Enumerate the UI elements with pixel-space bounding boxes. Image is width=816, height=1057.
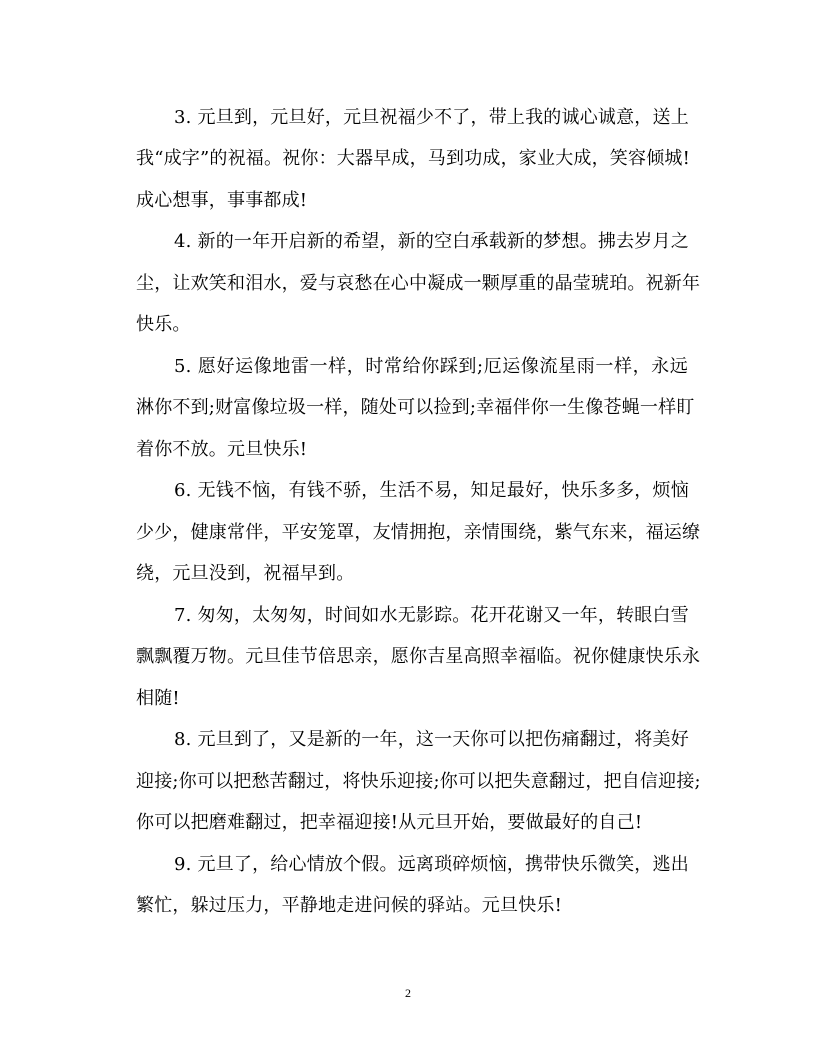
paragraph-5-line-3: 着你不放。元旦快乐!: [136, 439, 308, 460]
paragraph-7-line-2: 飘飘覆万物。元旦佳节倍思亲，愿你吉星高照幸福临。祝你健康快乐永: [136, 646, 701, 667]
paragraph-8-line-3: 你可以把磨难翻过，把幸福迎接!从元旦开始，要做最好的自己!: [136, 812, 643, 833]
paragraph-5-line-2: 淋你不到;财富像垃圾一样，随处可以捡到;幸福伴你一生像苍蝇一样盯: [136, 397, 695, 418]
paragraph-3-line-2: 我“成字”的祝福。祝你：大器早成，马到功成，家业大成，笑容倾城!: [136, 148, 691, 169]
paragraph-4-line-2: 尘，让欢笑和泪水，爱与哀愁在心中凝成一颗厚重的晶莹琥珀。祝新年: [136, 273, 701, 294]
paragraph-7-line-1: 7. 匆匆，太匆匆，时间如水无影踪。花开花谢又一年，转眼白雪: [174, 605, 689, 626]
paragraph-7-line-3: 相随!: [136, 688, 180, 709]
paragraph-6-line-1: 6. 无钱不恼，有钱不骄，生活不易，知足最好，快乐多多，烦恼: [174, 480, 689, 501]
paragraph-3-line-3: 成心想事，事事都成!: [136, 190, 308, 211]
paragraph-8-line-1: 8. 元旦到了，又是新的一年，这一天你可以把伤痛翻过，将美好: [174, 729, 689, 750]
paragraph-6-line-3: 绕，元旦没到，祝福早到。: [136, 563, 355, 584]
paragraph-9-line-1: 9. 元旦了，给心情放个假。远离琐碎烦恼，携带快乐微笑，逃出: [174, 854, 689, 875]
paragraph-6-line-2: 少少，健康常伴，平安笼罩，友情拥抱，亲情围绕，紫气东来，福运缭: [136, 522, 701, 543]
paragraph-9-line-2: 繁忙，躲过压力，平静地走进问候的驿站。元旦快乐!: [136, 895, 563, 916]
paragraph-4-line-1: 4. 新的一年开启新的希望，新的空白承载新的梦想。拂去岁月之: [174, 231, 689, 252]
page-number: 2: [405, 986, 411, 1000]
paragraph-8-line-2: 迎接;你可以把愁苦翻过，将快乐迎接;你可以把失意翻过，把自信迎接;: [136, 771, 701, 792]
paragraph-3-line-1: 3. 元旦到，元旦好，元旦祝福少不了，带上我的诚心诚意，送上: [174, 107, 689, 128]
paragraph-4-line-3: 快乐。: [136, 314, 191, 335]
paragraph-5-line-1: 5. 愿好运像地雷一样，时常给你踩到;厄运像流星雨一样，永远: [174, 356, 688, 377]
